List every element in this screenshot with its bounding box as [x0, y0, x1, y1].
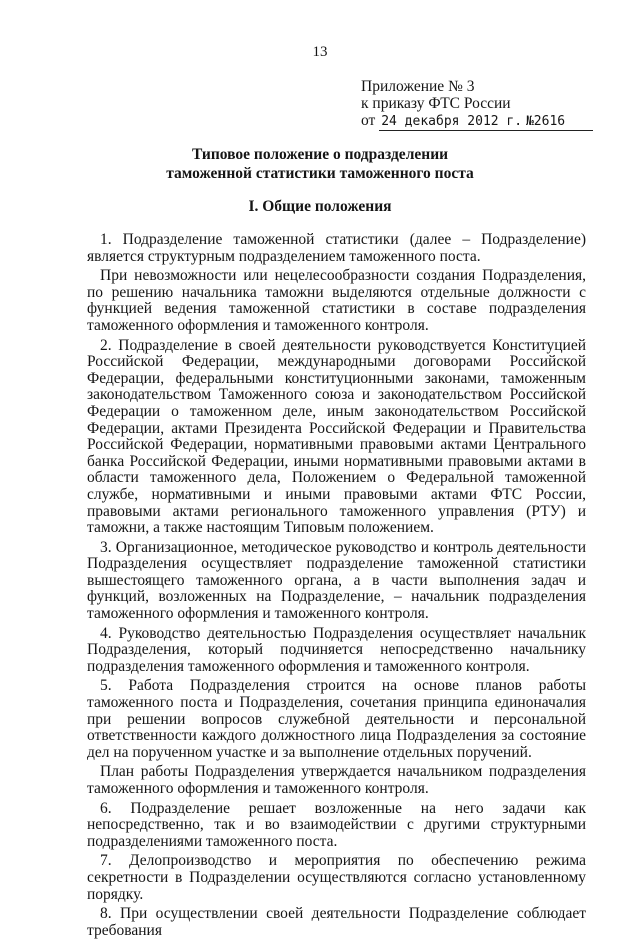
paragraph: 3. Организационное, методическое руководство и контроль деятельности Подразделения осуществляет подразделение таможенной статистики вышестоящего таможенного органа, а в части выполнения задач и функций, возложенных на Подразделение, – начальник подразделения таможенного оформления и таможенного контроля. — [87, 538, 586, 623]
paragraph: 4. Руководство деятельностью Подразделения осуществляет начальник Подразделения, который подчиняется непосредственно начальнику подразделения таможенного оформления и таможенного контроля. — [87, 624, 586, 675]
order-prefix: от — [361, 112, 376, 129]
order-number: №2616 — [525, 114, 566, 129]
paragraph: 7. Делопроизводство и мероприятия по обеспечению режима секретности в Подразделении осуществляются согласно установленному порядку. — [87, 852, 586, 903]
document-body — [87, 232, 586, 942]
paragraph: 5. Работа Подразделения строится на основе планов работы таможенного поста и Подразделения, сочетания принципа единоначалия при решении вопросов служебной деятельности и персональной ответственности каждого должностного лица Подразделения за состояние дел на порученном участке и за выполнение отдельных поручений. — [87, 677, 586, 761]
appendix-order-line — [361, 112, 621, 131]
section-heading: I. Общие положения — [248, 198, 392, 215]
paragraph: План работы Подразделения утверждается начальником подразделения таможенного оформления и таможенного контроля. — [87, 763, 586, 797]
paragraph: 8. При осуществлении своей деятельности Подразделение соблюдает требования — [87, 905, 586, 939]
paragraph: 6. Подразделение решает возложенные на него задачи как непосредственно, так и во взаимодействии с другими структурными подразделениями таможенного поста. — [87, 799, 586, 850]
appendix-line-2: к приказу ФТС России — [361, 95, 511, 112]
paragraph: При невозможности или нецелесообразности создания Подразделения, по решению начальника таможни выделяются отдельные должности с функцией ведения таможенной статистики в составе подразделения таможенного оформления и таможенного контроля. — [87, 267, 586, 334]
appendix-line-1: Приложение № 3 — [361, 78, 475, 95]
paragraph: 2. Подразделение в своей деятельности руководствуется Конституцией Российской Федерации, международными договорами Российской Федерации, федеральными конституционными законами, таможенным законодательством Таможенного союза и законодательством Российской Федерации о таможенном деле, иным законодательством Российской Федерации, актами Президента Российской Федерации и Правительства Российской Федерации, нормативными правовыми актами Центрального банка Российской Федерации, иными нормативными правовыми актами в области таможенного дела, Положением о Федеральной таможенной службе, нормативными и иными правовыми актами ФТС России, правовыми актами регионального таможенного управления (РТУ) и таможни, а также настоящим Типовым положением. — [87, 336, 586, 537]
document-title — [0, 145, 640, 183]
title-line-2: таможенной статистики таможенного поста — [166, 165, 474, 182]
order-date: 24 декабря 2012 г. — [381, 114, 523, 129]
paragraph: 1. Подразделение таможенной статистики (далее – Подразделение) является структурным подразделением таможенного поста. — [87, 231, 586, 265]
appendix-header — [361, 78, 621, 131]
title-line-1: Типовое положение о подразделении — [191, 146, 449, 163]
order-fill-line — [379, 112, 593, 131]
page-number: 13 — [312, 44, 328, 60]
